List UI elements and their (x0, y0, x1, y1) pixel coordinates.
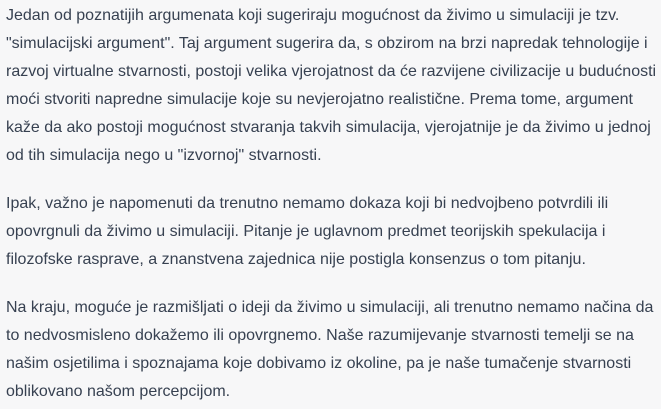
message-paragraph-2 (6, 190, 661, 274)
text-line: oblikovano našom percepcijom. (6, 383, 231, 400)
text-line: Na kraju, moguće je razmišljati o ideji da živimo u simulaciji, ali trenutno nemamo načina da (6, 299, 654, 316)
text-line: razvoj virtualne stvarnosti, postoji velika vjerojatnost da će razvijene civilizacije u budućnosti (6, 63, 657, 80)
text-line: to nedvosmisleno dokažemo ili opovrgnemo. Naše razumijevanje stvarnosti temelji se na (6, 327, 634, 344)
text-line: kaže da ako postoji mogućnost stvaranja takvih simulacija, vjerojatnije je da živimo u jednoj (6, 119, 651, 136)
text-line: filozofske rasprave, a znanstvena zajednica nije postigla konsenzus o tom pitanju. (6, 251, 586, 268)
message-paragraph-3 (6, 294, 661, 406)
text-line: Ipak, važno je napomenuti da trenutno nemamo dokaza koji bi nedvojbeno potvrdili ili (6, 195, 609, 212)
text-line: moći stvoriti napredne simulacije koje su nevjerojatno realistične. Prema tome, argument (6, 91, 633, 108)
text-line: opovrgnuli da živimo u simulaciji. Pitanje je uglavnom predmet teorijskih spekulacija i (6, 223, 606, 240)
text-line: Jedan od poznatijih argumenata koji sugeriraju mogućnost da živimo u simulaciji je tzv. (6, 7, 620, 24)
message-paragraph-1 (6, 2, 661, 170)
text-line: našim osjetilima i spoznajama koje dobivamo iz okoline, pa je naše tumačenje stvarnosti (6, 355, 632, 372)
text-line: "simulacijski argument". Taj argument sugerira da, s obzirom na brzi napredak tehnologije i (6, 35, 648, 52)
text-line: od tih simulacija nego u "izvornoj" stvarnosti. (6, 147, 322, 164)
